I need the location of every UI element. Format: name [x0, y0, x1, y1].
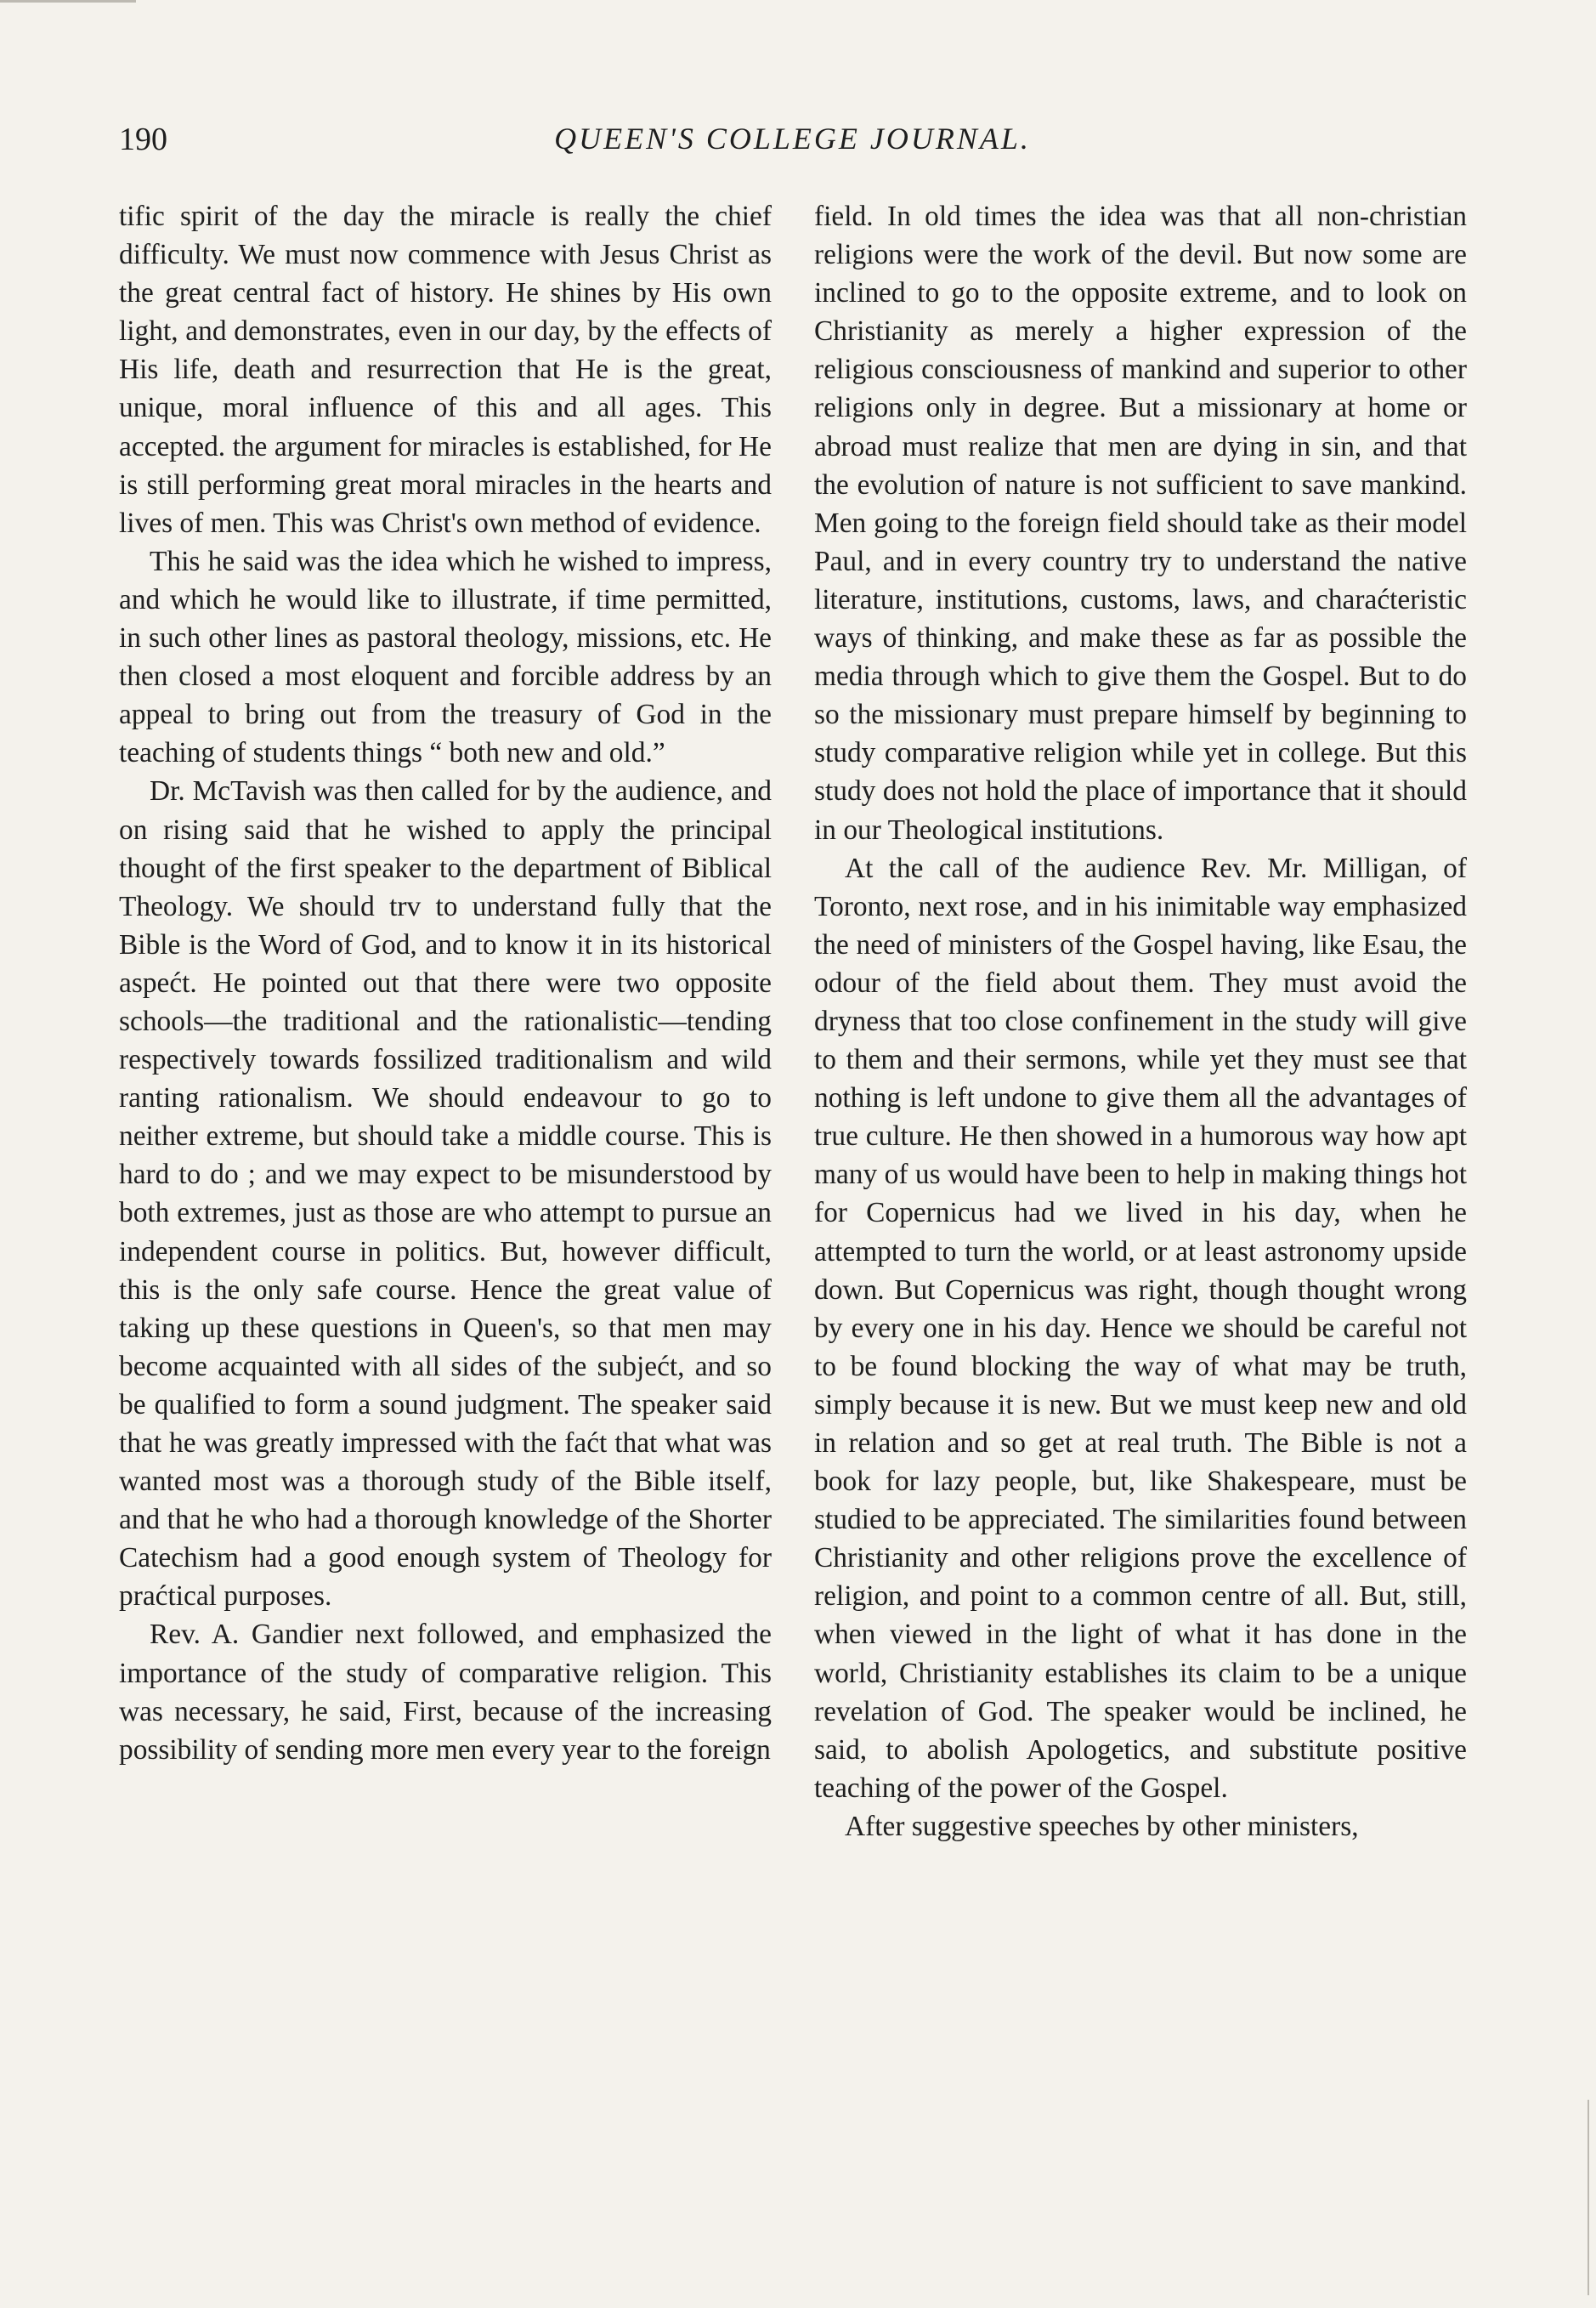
page-number: 190	[119, 122, 167, 157]
right-column	[814, 197, 1467, 1846]
paragraph: After suggestive speeches by other ministers,	[845, 1810, 1359, 1842]
paragraph: This he said was the idea which he wished to impress, and which he would like to illustrate, if time permitted, in such other lines as pastoral theology, missions, etc. He then closed a most eloquent and forcible address by an appeal to bring out from the treasury of God in the teaching of students things “ both new and old.”	[119, 545, 772, 769]
paragraph: Rev. A. Gandier next followed, and emphasized the importance of the study of comparative religion. This was necessary, he said, First, because of the increasing possibility of sending more men every year to the foreign	[119, 1619, 772, 1766]
journal-title: QUEEN'S COLLEGE JOURNAL.	[554, 122, 1031, 156]
paragraph: tific spirit of the day the miracle is really the chief difficulty. We must now commence with Jesus Christ as the great central fact of history. He shines by His own light, and demonstrates, even in our day, by the effects of His life, death and resurrection that He is the great, unique, moral influence of this and all ages. This accepted. the argument for miracles is established, for He is still performing great moral miracles in the hearts and lives of men. This was Christ's own method of evidence.	[119, 201, 772, 539]
right-edge-rule	[1588, 2100, 1589, 2295]
page-header	[119, 121, 1466, 168]
top-edge-rule	[0, 0, 136, 3]
paragraph: At the call of the audience Rev. Mr. Milligan, of Toronto, next rose, and in his inimitable way emphasized the need of ministers of the Gospel having, like Esau, the odour of the field about them. They must avoid the dryness that too close confinement in the study will give to them and their sermons, while yet they must see that nothing is left undone to give them all the advantages of true culture. He then showed in a humorous way how apt many of us would have been to help in making things hot for Copernicus had we lived in his day, when he attempted to turn the world, or at least astronomy upside down. But Copernicus was right, though thought wrong by every one in his day. Hence we should be careful not to be found blocking the way of what may be truth, simply because it is new. But we must keep new and old in relation and so get at real truth. The Bible is not a book for lazy people, but, like Shakespeare, must be studied to be appreciated. The similarities found between Christianity and other religions prove the excellence of religion, and point to a common centre of all. But, still, when viewed in the light of what it has done in the world, Christianity establishes its claim to be a unique revelation of God. The speaker would be inclined, he said, to abolish Apologetics, and substitute positive teaching of the power of the Gospel.	[814, 852, 1467, 1804]
paragraph: Dr. McTavish was then called for by the audience, and on rising said that he wished to apply the principal thought of the first speaker to the department of Biblical Theology. We should trv to understand fully that the Bible is the Word of God, and to know it in its historical aspećt. He pointed out that there were two opposite schools—the traditional and the rationalistic—tending respectively towards fossilized traditionalism and wild ranting rationalism. We should endeavour to go to neither extreme, but should take a middle course. This is hard to do ; and we may expect to be misunderstood by both extremes, just as those are who attempt to pursue an independent course in politics. But, however difficult, this is the only safe course. Hence the great value of taking up these questions in Queen's, so that men may become acquainted with all sides of the subjećt, and so be qualified to form a sound judgment. The speaker said that he was greatly impressed with the faćt that what was wanted most was a thorough study of the Bible itself, and that he who had a thorough knowledge of the Shorter Catechism had a good enough system of Theology for praćtical purposes.	[119, 775, 772, 1613]
left-column	[119, 197, 772, 1769]
paragraph: field. In old times the idea was that all non-christian religions were the work of the devil. But now some are inclined to go to the opposite extreme, and to look on Christianity as merely a higher expression of the religious consciousness of mankind and superior to other religions only in degree. But a missionary at home or abroad must realize that men are dying in sin, and that the evolution of nature is not sufficient to save mankind. Men going to the foreign field should take as their model Paul, and in every country try to understand the native literature, institutions, customs, laws, and charaćteristic ways of thinking, and make these as far as possible the media through which to give them the Gospel. But to do so the missionary must prepare himself by beginning to study comparative religion while yet in college. But this study does not hold the place of importance that it should in our Theological institutions.	[814, 201, 1467, 846]
